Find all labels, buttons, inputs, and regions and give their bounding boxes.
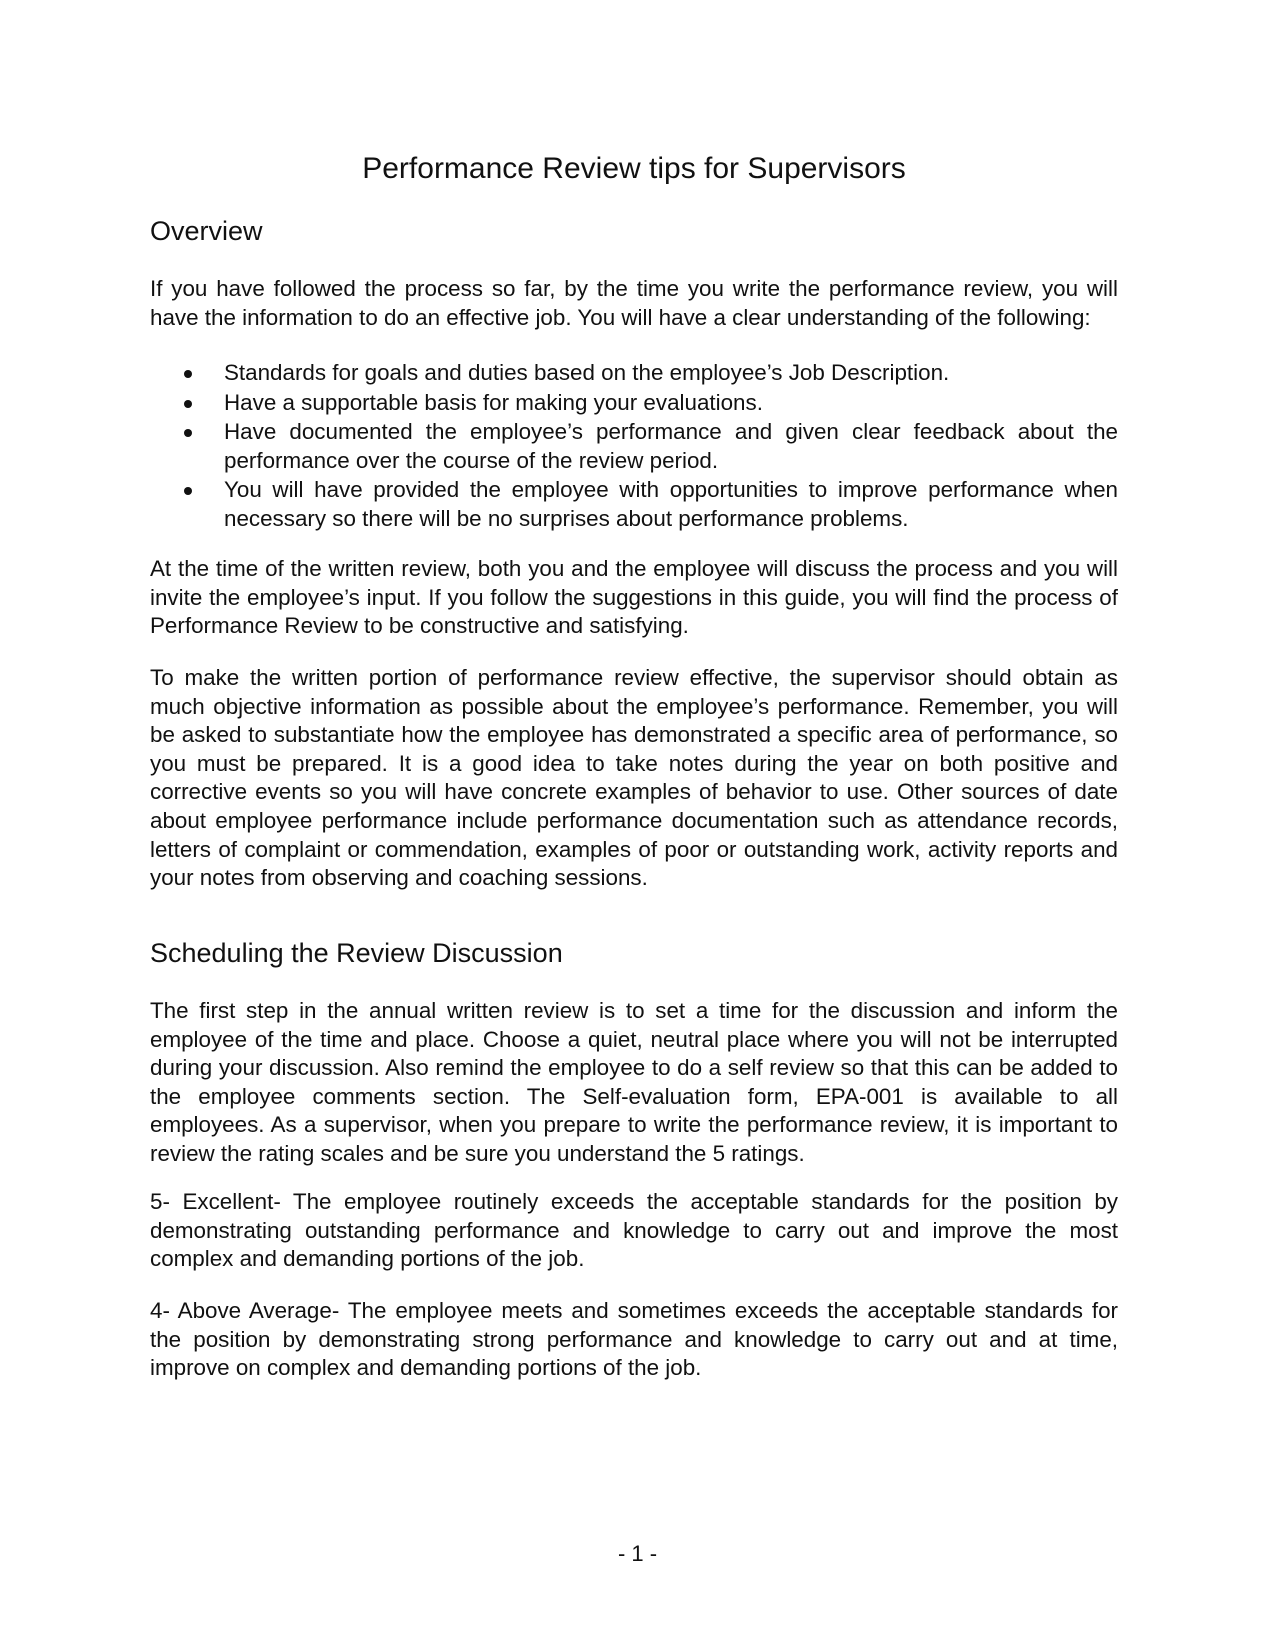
bullet-text: You will have provided the employee with opportunities to improve performance when necessary so there will be no surprises about performance problems. [224, 477, 1118, 531]
rating-excellent-paragraph: 5- Excellent- The employee routinely exceeds the acceptable standards for the position by demonstrating outstanding performance and knowledge to carry out and improve the most complex and demanding portions of the job. [150, 1189, 1118, 1272]
scheduling-paragraph-1: The first step in the annual written review is to set a time for the discussion and inform the employee of the time and place. Choose a quiet, neutral place where you will not be interrupted during your discussion. Also remind the employee to do a self review so that this can be added to the employee comments section. The Self-evaluation form, EPA-001 is available to all employees. As a supervisor, when you prepare to write the performance review, it is important to review the rating scales and be sure you understand the 5 ratings. [150, 998, 1118, 1166]
list-item [150, 476, 1118, 533]
page-number: - 1 - [617, 1541, 658, 1566]
bullet-icon [184, 429, 192, 437]
list-item [150, 418, 1118, 475]
overview-paragraph-2: At the time of the written review, both you and the employee will discuss the process and you will invite the employee’s input. If you follow the suggestions in this guide, you will find the process of Performance Review to be constructive and satisfying. [150, 556, 1118, 639]
document-title: Performance Review tips for Supervisors [362, 152, 906, 185]
bullet-icon [184, 370, 192, 378]
bullet-text: Have documented the employee’s performance and given clear feedback about the performance over the course of the review period. [224, 419, 1118, 473]
bullet-icon [184, 400, 192, 408]
scheduling-heading: Scheduling the Review Discussion [150, 938, 563, 968]
overview-intro-paragraph: If you have followed the process so far, by the time you write the performance review, you will have the information to do an effective job. You will have a clear understanding of the following: [150, 276, 1118, 330]
bullet-icon [184, 487, 192, 495]
overview-heading: Overview [150, 216, 263, 246]
list-item [150, 389, 1118, 418]
bullet-text: Standards for goals and duties based on the employee’s Job Description. [224, 360, 950, 385]
overview-paragraph-3: To make the written portion of performance review effective, the supervisor should obtain as much objective information as possible about the employee’s performance. Remember, you will be asked to substantiate how the employee has demonstrated a specific area of performance, so you must be prepared. It is a good idea to take notes during the year on both positive and corrective events so you will have concrete examples of behavior to use. Other sources of date about employee performance include performance documentation such as attendance records, letters of complaint or commendation, examples of poor or outstanding work, activity reports and your notes from observing and coaching sessions. [150, 665, 1118, 891]
overview-bullet-list [150, 359, 1118, 535]
list-item [150, 359, 1118, 388]
rating-above-average-paragraph: 4- Above Average- The employee meets and sometimes exceeds the acceptable standards for the position by demonstrating strong performance and knowledge to carry out and at time, improve on complex and demanding portions of the job. [150, 1298, 1118, 1381]
bullet-text: Have a supportable basis for making your evaluations. [224, 389, 763, 415]
